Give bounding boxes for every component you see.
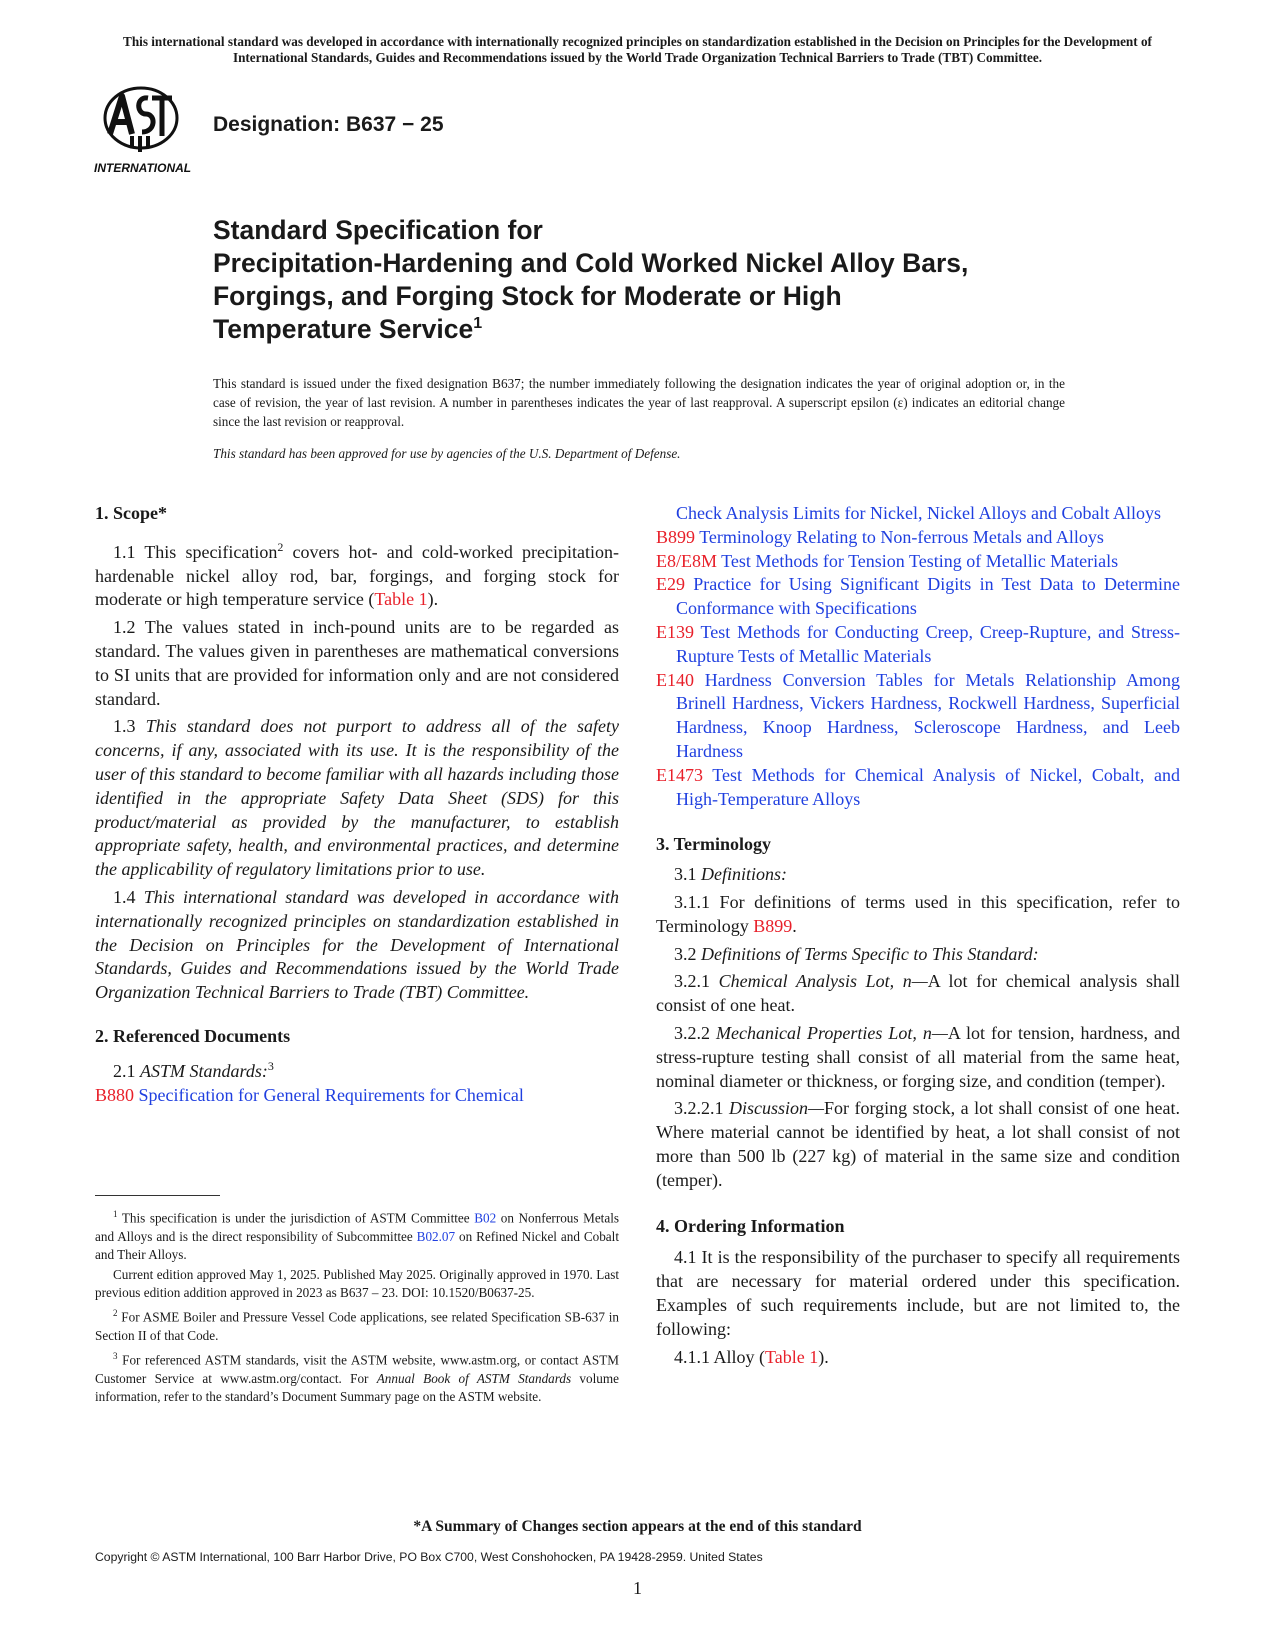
para-3-2-2-1 <box>656 1097 1180 1192</box>
right-column <box>656 502 1180 1369</box>
table-1-link[interactable]: Table 1 <box>374 589 428 610</box>
para-1-4-text: This international standard was developed in accordance with internationally recognized principles on standardization established in the Decision on Principles for the Development of International Standards, Guides and Recommendations issued by the World Trade Organization Technical Barriers to Trade (TBT) Committee. <box>95 886 619 1003</box>
ref-e8-title[interactable]: Test Methods for Tension Testing of Metallic Materials <box>717 550 1119 571</box>
para-2-1-num: 2.1 <box>113 1060 140 1081</box>
para-4-1-1-end: ). <box>818 1346 829 1367</box>
page-number: 1 <box>633 1578 642 1598</box>
b02-link[interactable]: B02 <box>474 1210 497 1226</box>
b02-07-link[interactable]: B02.07 <box>416 1228 456 1244</box>
footnotes <box>95 1205 619 1406</box>
title-line-2: Precipitation-Hardening and Cold Worked Nickel Alloy Bars, <box>213 248 969 278</box>
ref-e29-title[interactable]: Practice for Using Significant Digits in Test Data to Determine Conformance with Specifications <box>676 574 1180 619</box>
para-3-2-2-num: 3.2.2 <box>674 1022 717 1043</box>
ref-e140-title[interactable]: Hardness Conversion Tables for Metals Relationship Among Brinell Hardness, Vickers Hardness, Rockwell Hardness, Superficial Hardness, Knoop Hardness, Scleroscope Hardness, and Leeb Hardness <box>676 669 1180 761</box>
title-line-4-text: Temperature Service <box>213 314 474 344</box>
para-1-2: 1.2 The values stated in inch-pound units are to be regarded as standard. The values given in parentheses are mathematical conversions to SI units that are provided for information only and are not considered standard. <box>95 617 619 709</box>
ref-e139-code[interactable]: E139 <box>656 621 694 642</box>
para-3-2-2-1-num: 3.2.2.1 <box>674 1098 729 1119</box>
ref-b880-title-start: Specification for General Requirements for Chemical <box>134 1084 524 1105</box>
title-line-3: Forgings, and Forging Stock for Moderate or High <box>213 281 842 311</box>
title-line-4 <box>213 313 1113 346</box>
para-4-1: 4.1 It is the responsibility of the purchaser to specify all requirements that are necessary for material ordered under this specification. Examples of such requirements include, but are not limited to, the following: <box>656 1247 1180 1339</box>
footnote-3-fn-mark: 3 <box>113 1351 118 1362</box>
dod-approval-note: This standard has been approved for use by agencies of the U.S. Department of Defense. <box>213 446 681 461</box>
top-notice: This international standard was developed in accordance with internationally recognized principles on standardization established in the Decision on Principles for the Development of International Standards, Guides and Recommendations issued by the World Trade Organization Technical Barriers to Trade (TBT) Committee. <box>123 34 1152 65</box>
ref-e8-code[interactable]: E8/E8M <box>656 550 717 571</box>
ref-e139[interactable] <box>656 621 1180 669</box>
para-3-2-1-text: A lot for chemical analysis shall consist of one heat. <box>656 971 1180 1016</box>
footnote-1-edition: Current edition approved May 1, 2025. Published May 2025. Originally approved in 1970. Last previous edition addition approved in 2023 as B637 – 23. DOI: 10.1520/B0637-25. <box>95 1267 619 1301</box>
para-3-2 <box>656 943 1180 967</box>
footnote-1-mark: 1 <box>113 1209 118 1219</box>
para-1-3 <box>95 715 619 882</box>
summary-of-changes-note: *A Summary of Changes section appears at the end of this standard <box>413 1518 862 1535</box>
para-1-3-text: This standard does not purport to address all of the safety concerns, if any, associated with its use. It is the responsibility of the user of this standard to become familiar with all hazards including those identified in the appropriate Safety Data Sheet (SDS) for this product/material as provided by the manufacturer, to establish appropriate safety, health, and environmental practices, and determine the applicability of regulatory limitations prior to use. <box>95 716 620 880</box>
footnote-2-text: For ASME Boiler and Pressure Vessel Code applications, see related Specification SB-637 in Section II of that Code. <box>95 1309 619 1343</box>
b899-link[interactable]: B899 <box>753 915 793 936</box>
footnote-1 <box>95 1205 619 1264</box>
ref-b899-code[interactable]: B899 <box>656 526 696 547</box>
para-3-1-1-end: . <box>792 915 797 936</box>
left-column <box>95 502 619 1107</box>
para-2-1-text: ASTM Standards: <box>140 1060 268 1081</box>
title-line-1: Standard Specification for <box>213 215 543 245</box>
ref-b880-start[interactable] <box>95 1084 619 1108</box>
para-3-1-1 <box>656 891 1180 939</box>
para-3-2-2-term: Mechanical Properties Lot, n— <box>716 1022 948 1043</box>
para-3-1-text: Definitions: <box>701 864 787 885</box>
footnote-1-text-b: on Nonferrous Metals and Alloys and is the direct responsibility of Subcommittee <box>95 1210 619 1244</box>
section-3-heading: 3. Terminology <box>656 834 772 855</box>
para-3-2-1-term: Chemical Analysis Lot, n— <box>718 971 928 992</box>
para-3-2-2-1-text: For forging stock, a lot shall consist of one heat. Where material cannot be identified by heat, a lot shall consist of not more than 500 lb (227 kg) of material in the same size and condition (temper). <box>656 1098 1181 1190</box>
footnote-3-text-a: For referenced ASTM standards, visit the ASTM website, www.astm.org, or contact ASTM Customer Service at www.astm.org/contact. For <box>95 1352 619 1386</box>
designation: Designation: B637 − 25 <box>213 113 444 136</box>
para-1-1-text-c: ). <box>427 589 439 610</box>
title-footnote-mark[interactable]: 1 <box>473 315 483 333</box>
ref-e8[interactable] <box>656 550 1180 574</box>
para-3-2-num: 3.2 <box>674 943 701 964</box>
footnote-3-italic: Annual Book of ASTM Standards <box>376 1370 572 1386</box>
para-3-1-1-text: 3.1.1 For definitions of terms used in this specification, refer to Terminology <box>656 891 1180 936</box>
footnote-1-text-c: on Refined Nickel and Cobalt and Their Alloys. <box>95 1228 619 1262</box>
ref-e29-code[interactable]: E29 <box>656 574 685 595</box>
ref-e1473[interactable] <box>656 764 1180 812</box>
para-3-2-2 <box>656 1022 1180 1093</box>
section-1-heading: 1. Scope* <box>95 503 167 523</box>
para-1-1-text-a: 1.1 This specification <box>113 541 278 562</box>
copyright: Copyright © ASTM International, 100 Barr Harbor Drive, PO Box C700, West Conshohocken, PA 19428-2959. United States <box>95 1550 763 1564</box>
ref-b899[interactable] <box>656 526 1180 550</box>
para-4-1-1 <box>656 1346 1180 1370</box>
para-1-1 <box>95 536 619 612</box>
footnote-2-mark[interactable]: 2 <box>277 539 284 554</box>
para-1-4-num: 1.4 <box>113 886 144 907</box>
para-1-3-num: 1.3 <box>113 716 146 737</box>
ref-e1473-code[interactable]: E1473 <box>656 764 703 785</box>
issuance-statement: This standard is issued under the fixed designation B637; the number immediately following the designation indicates the year of original adoption or, in the case of revision, the year of last revision. A number in parentheses indicates the year of last reapproval. A superscript epsilon (ε) indicates an editorial change since the last revision or reapproval. <box>213 376 1065 429</box>
ref-e139-title[interactable]: Test Methods for Conducting Creep, Creep-Rupture, and Stress-Rupture Tests of Metallic Materials <box>676 621 1180 666</box>
section-2-heading: 2. Referenced Documents <box>95 1025 291 1046</box>
ref-b899-title[interactable]: Terminology Relating to Non-ferrous Metals and Alloys <box>695 526 1104 547</box>
ref-e140-code[interactable]: E140 <box>656 669 694 690</box>
para-3-1 <box>656 863 1180 887</box>
ref-e29[interactable] <box>656 573 1180 621</box>
para-3-2-text: Definitions of Terms Specific to This Standard: <box>701 943 1039 964</box>
para-3-2-1 <box>656 970 1180 1018</box>
para-3-1-num: 3.1 <box>674 864 701 885</box>
astm-logo <box>92 84 196 178</box>
ref-b880-title-end: Check Analysis Limits for Nickel, Nickel Alloys and Cobalt Alloys <box>676 503 1161 523</box>
ref-e140[interactable] <box>656 669 1180 764</box>
astm-logo-icon <box>92 84 196 178</box>
table-1-link-2[interactable]: Table 1 <box>765 1346 819 1367</box>
ref-b880-continued[interactable] <box>656 502 1180 526</box>
footnote-divider <box>95 1195 220 1196</box>
footnote-3 <box>95 1347 619 1406</box>
para-1-1-text-b: covers hot- and cold-worked precipitation-hardenable nickel alloy rod, bar, forgings, and forging stock for moderate or high temperature service ( <box>95 541 620 610</box>
footnote-3-text-b: volume information, refer to the standard’s Document Summary page on the ASTM website. <box>95 1370 619 1404</box>
footnote-3-mark[interactable]: 3 <box>267 1058 274 1073</box>
para-3-2-2-1-term: Discussion— <box>729 1098 825 1119</box>
para-2-1 <box>95 1055 619 1084</box>
document-title <box>213 214 1113 346</box>
para-3-2-2-text: A lot for tension, hardness, and stress-rupture testing shall consist of all material from the same heat, nominal diameter or thickness, or forging size, and condition (temper). <box>656 1022 1181 1091</box>
para-4-1-1-text: 4.1.1 Alloy ( <box>674 1346 766 1367</box>
ref-e1473-title[interactable]: Test Methods for Chemical Analysis of Nickel, Cobalt, and High-Temperature Alloys <box>676 764 1180 809</box>
footnote-2 <box>95 1304 619 1345</box>
logo-text: INTERNATIONAL <box>94 161 192 175</box>
section-4-heading: 4. Ordering Information <box>656 1215 845 1236</box>
footnote-1-text-a: This specification is under the jurisdiction of ASTM Committee <box>117 1210 475 1226</box>
footnote-2-fn-mark: 2 <box>113 1308 118 1319</box>
para-3-2-1-num: 3.2.1 <box>674 971 719 992</box>
ref-b880-code[interactable]: B880 <box>95 1084 135 1105</box>
para-1-4 <box>95 886 619 1005</box>
